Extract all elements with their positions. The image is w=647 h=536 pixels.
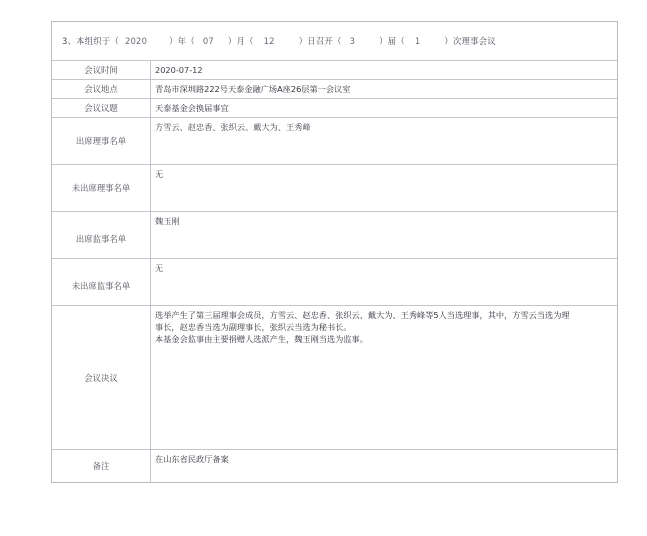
- header-term: 3: [349, 36, 356, 46]
- resolution-line-1: 选举产生了第三届理事会成员，方雪云、赵忠香、张织云、戴大为、王秀峰等5人当选理事，其中，方雪云当选为理: [155, 310, 570, 320]
- header-year: 2020: [124, 36, 148, 46]
- row-meeting-place: [52, 79, 617, 98]
- absent-directors-value: 无: [155, 169, 164, 179]
- row-attending-directors: [52, 117, 617, 164]
- meeting-place-label: 会议地点: [52, 80, 151, 98]
- resolution-label: 会议决议: [52, 306, 151, 449]
- resolution-line-2: 事长，赵忠香当选为副理事长，张织云当选为秘书长。: [155, 322, 352, 332]
- header-month: 07: [202, 36, 214, 46]
- row-attending-supervisors: [52, 211, 617, 258]
- row-remarks: [52, 449, 617, 482]
- meeting-topic-value: 天泰基金会换届事宜: [155, 103, 229, 113]
- remarks-label: 备注: [52, 450, 151, 482]
- absent-supervisors-value: 无: [155, 263, 164, 273]
- meeting-place-value: 青岛市深圳路222号天泰金融广场A座26层第一会议室: [155, 84, 351, 94]
- attending-supervisors-label: 出席监事名单: [52, 212, 151, 258]
- meeting-record-table: [51, 21, 618, 483]
- row-absent-directors: [52, 164, 617, 211]
- remarks-value: 在山东省民政厅备案: [155, 454, 229, 464]
- attending-directors-value: 方雪云、赵忠香、张织云、戴大为、王秀峰: [155, 122, 311, 132]
- row-meeting-topic: [52, 98, 617, 117]
- row-absent-supervisors: [52, 258, 617, 305]
- header-session: 1: [414, 36, 421, 46]
- header-day-suffix: ）日召开（: [298, 36, 342, 46]
- absent-supervisors-label: 未出席监事名单: [52, 259, 151, 305]
- header-prefix: 3、本组织于（: [62, 36, 119, 46]
- resolution-value: [151, 306, 617, 449]
- header-session-suffix: ）次理事会议: [444, 36, 496, 46]
- header-year-suffix: ）年（: [169, 36, 195, 46]
- meeting-time-label: 会议时间: [52, 61, 151, 79]
- meeting-topic-label: 会议议题: [52, 99, 151, 117]
- header-month-suffix: ）月（: [227, 36, 254, 46]
- absent-directors-label: 未出席理事名单: [52, 165, 151, 211]
- meeting-header: [52, 22, 617, 60]
- meeting-time-value: 2020-07-12: [155, 65, 203, 75]
- attending-directors-label: 出席理事名单: [52, 118, 151, 164]
- resolution-line-3: 本基金会监事由主要捐赠人选派产生，魏玉刚当选为监事。: [155, 334, 368, 344]
- attending-supervisors-value: 魏玉刚: [155, 216, 180, 226]
- row-resolution: [52, 305, 617, 449]
- header-day: 12: [263, 36, 275, 46]
- header-term-suffix: ）届（: [379, 36, 405, 46]
- row-meeting-time: [52, 60, 617, 79]
